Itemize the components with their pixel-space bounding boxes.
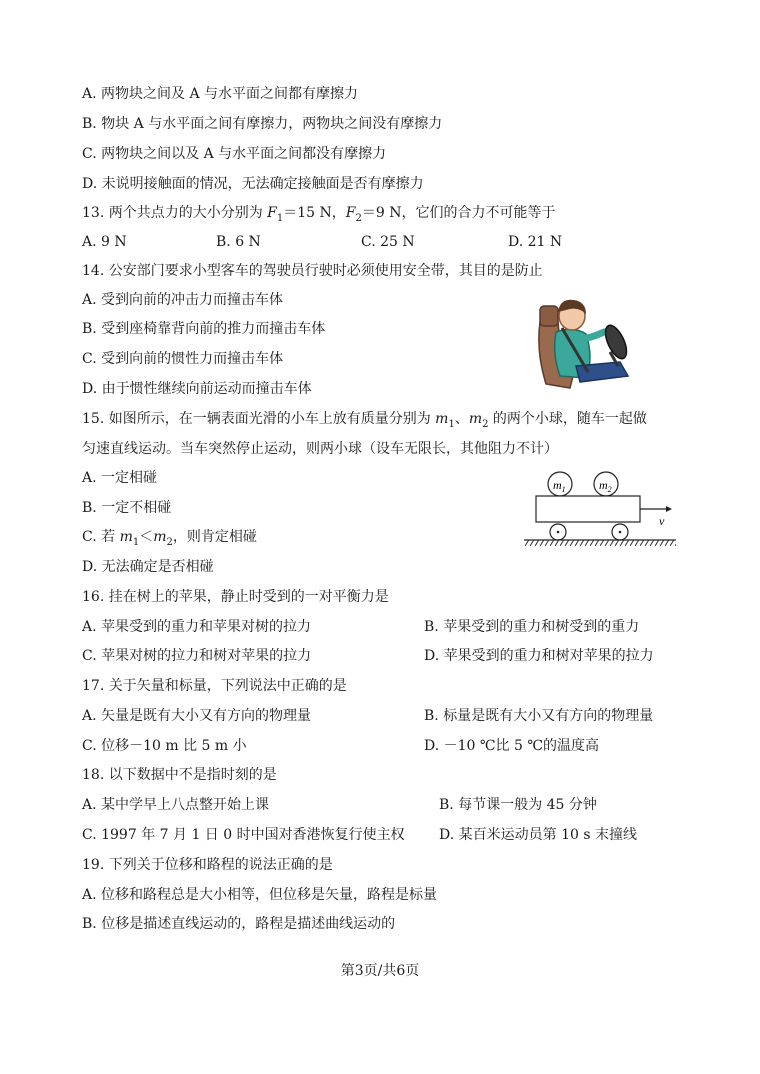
q16-option-c: C. 苹果对树的拉力和树对苹果的拉力 <box>82 648 312 664</box>
q14-option-c: C. 受到向前的惯性力而撞击车体 <box>82 351 284 367</box>
q18-option-a: A. 某中学早上八点整开始上课 <box>82 797 270 813</box>
q12-option-c: C. 两物块之间以及 A 与水平面之间都没有摩擦力 <box>82 146 387 162</box>
q12-option-b: B. 物块 A 与水平面之间有摩擦力，两物块之间没有摩擦力 <box>82 116 443 132</box>
q13-option-c: C. 25 N <box>361 234 415 250</box>
q17-option-b: B. 标量是既有大小又有方向的物理量 <box>424 708 654 724</box>
q13-option-b: B. 6 N <box>216 234 261 250</box>
q17-option-d: D. －10 ℃比 5 ℃的温度高 <box>424 738 600 754</box>
q14-stem: 14. 公安部门要求小型客车的驾驶员行驶时必须使用安全带，其目的是防止 <box>82 263 543 279</box>
q13-stem: 13. 两个共点力的大小分别为 $F_1=15$ N，$F_2=9$ N，它们的合力不可能等于 <box>82 205 556 224</box>
cart-body <box>536 496 640 522</box>
cart-with-two-balls-figure <box>520 466 680 550</box>
q12-option-a: A. 两物块之间及 A 与水平面之间都有摩擦力 <box>82 86 359 102</box>
q18-option-b: B. 每节课一般为 45 分钟 <box>439 797 597 813</box>
q15-stem-line1: 15. 如图所示，在一辆表面光滑的小车上放有质量分别为 $m_1$、$m_2$ 的两个小球，随车一起做 <box>82 411 647 430</box>
q18-stem: 18. 以下数据中不是指时刻的是 <box>82 767 277 783</box>
q19-stem: 19. 下列关于位移和路程的说法正确的是 <box>82 857 333 873</box>
q17-stem: 17. 关于矢量和标量，下列说法中正确的是 <box>82 678 347 694</box>
page-footer: 第3页/共6页 <box>340 963 420 979</box>
q16-stem: 16. 挂在树上的苹果，静止时受到的一对平衡力是 <box>82 589 389 605</box>
q15-stem-line2: 匀速直线运动。当车突然停止运动，则两小球（设车无限长，其他阻力不计） <box>82 441 558 457</box>
q18-option-d: D. 某百米运动员第 10 s 末撞线 <box>439 827 637 843</box>
q14-option-b: B. 受到座椅靠背向前的推力而撞击车体 <box>82 321 326 337</box>
driver-seatbelt-illustration <box>530 292 642 392</box>
q14-option-a: A. 受到向前的冲击力而撞击车体 <box>82 292 284 308</box>
q15-option-a: A. 一定相碰 <box>82 470 158 486</box>
q19-option-a: A. 位移和路程总是大小相等，但位移是矢量，路程是标量 <box>82 887 438 903</box>
q18-option-c: C. 1997 年 7 月 1 日 0 时中国对香港恢复行使主权 <box>82 827 405 843</box>
q15-option-d: D. 无法确定是否相碰 <box>82 559 214 575</box>
svg-text:m2: $m_2$ <box>599 478 612 494</box>
q13-option-a: A. 9 N <box>82 234 127 250</box>
q13-option-d: D. 21 N <box>508 234 563 250</box>
svg-text:v: v <box>659 514 665 528</box>
q15-option-c: C. 若 $m_1<m_2$，则肯定相碰 <box>82 529 257 548</box>
q16-option-d: D. 苹果受到的重力和树对苹果的拉力 <box>424 648 654 664</box>
q16-option-b: B. 苹果受到的重力和树受到的重力 <box>424 619 640 635</box>
q19-option-b: B. 位移是描述直线运动的，路程是描述曲线运动的 <box>82 916 396 932</box>
q15-option-b: B. 一定不相碰 <box>82 500 172 516</box>
q12-option-d: D. 未说明接触面的情况，无法确定接触面是否有摩擦力 <box>82 176 424 192</box>
q17-option-c: C. 位移－10 m 比 5 m 小 <box>82 738 247 754</box>
q17-option-a: A. 矢量是既有大小又有方向的物理量 <box>82 708 312 724</box>
svg-text:m1: $m_1$ <box>553 478 566 494</box>
q14-option-d: D. 由于惯性继续向前运动而撞击车体 <box>82 381 312 397</box>
q16-option-a: A. 苹果受到的重力和苹果对树的拉力 <box>82 619 312 635</box>
